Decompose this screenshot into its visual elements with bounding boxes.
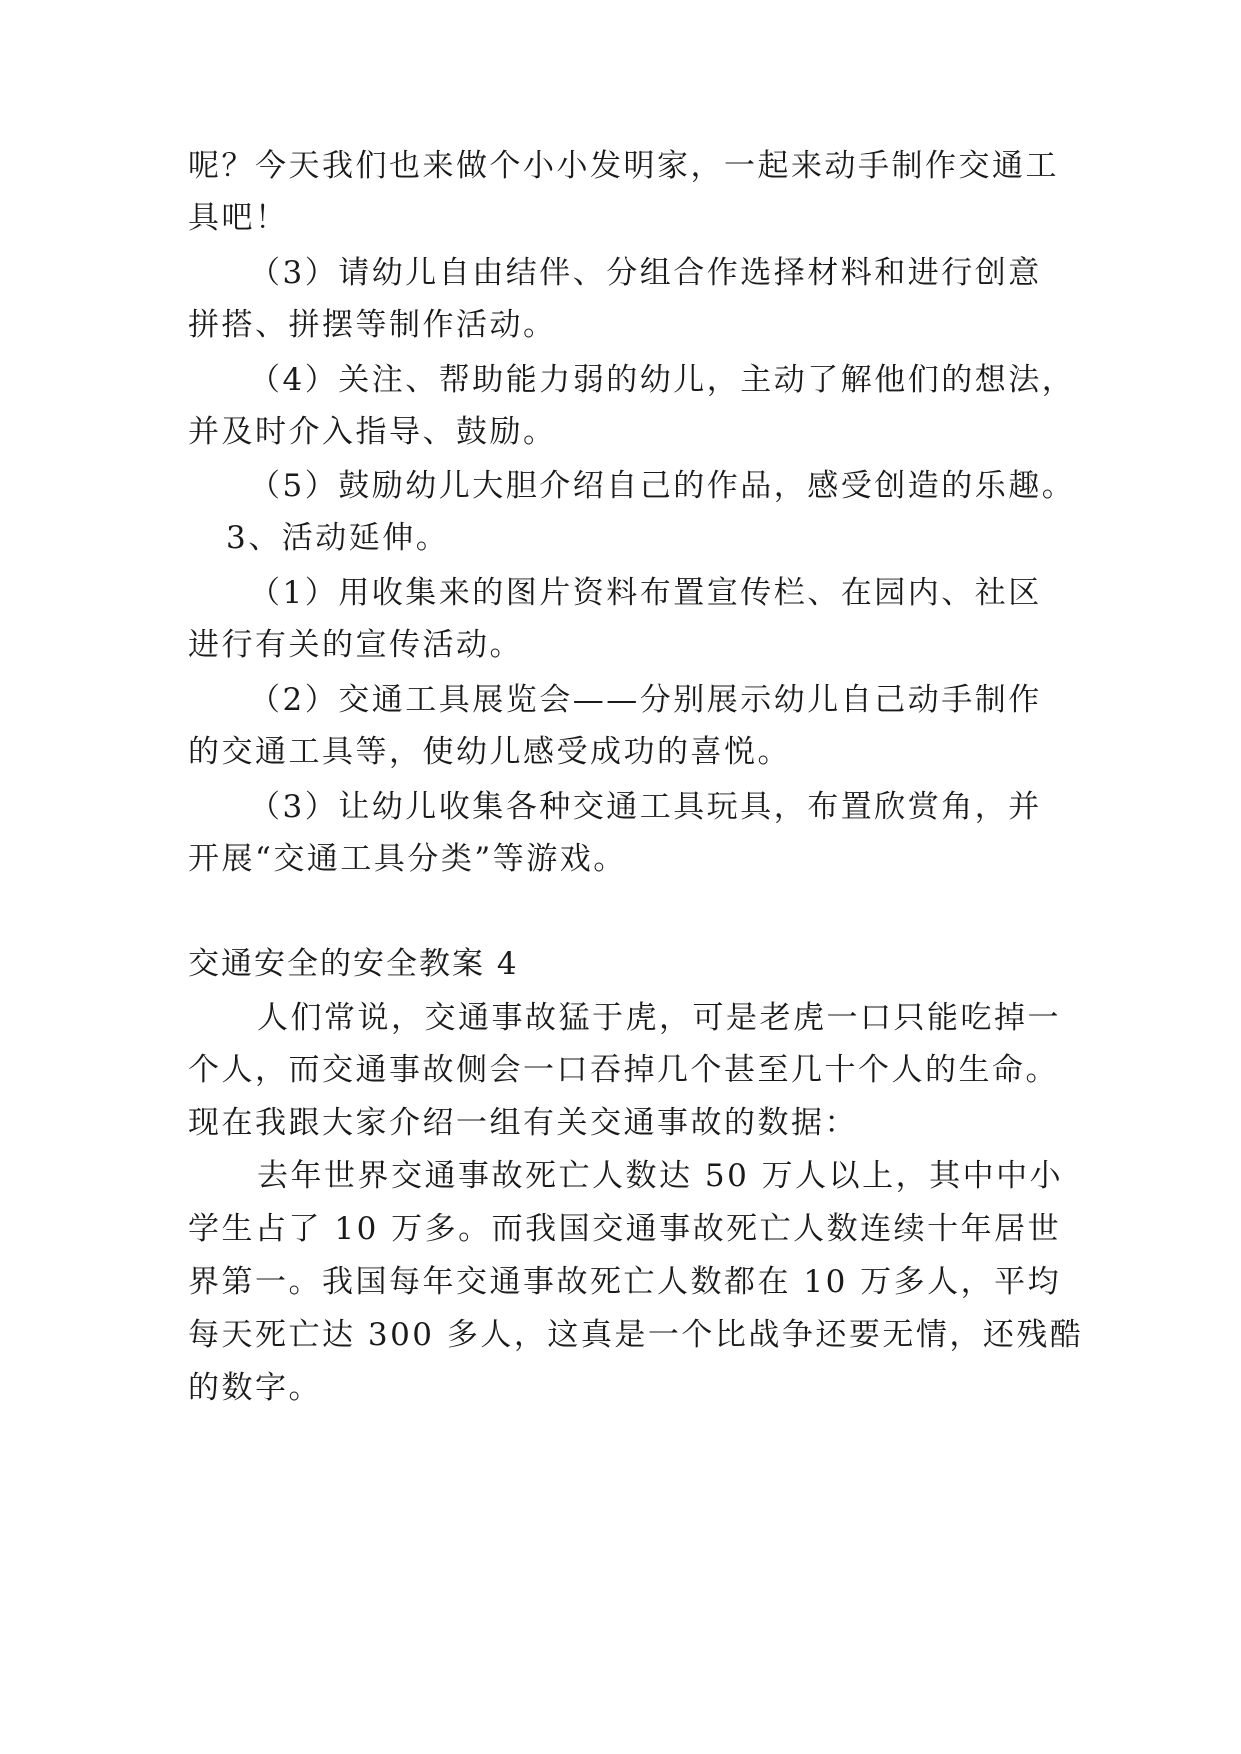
paragraph-line: 进行有关的宣传活动。: [188, 627, 523, 663]
paragraph-line: 人们常说，交通事故猛于虎，可是老虎一口只能吃掉一: [257, 1000, 1061, 1036]
paragraph-line: 拼搭、拼摆等制作活动。: [188, 307, 557, 343]
paragraph-line: 并及时介入指导、鼓励。: [188, 414, 557, 450]
paragraph-line: 现在我跟大家介绍一组有关交通事故的数据：: [188, 1105, 858, 1141]
paragraph-line: 呢？今天我们也来做个小小发明家，一起来动手制作交通工: [188, 148, 1059, 184]
paragraph-line: （3）让幼儿收集各种交通工具玩具，布置欣赏角，并: [249, 789, 1042, 825]
paragraph-line: （4）关注、帮助能力弱的幼儿，主动了解他们的想法，: [249, 362, 1076, 398]
paragraph-line: （2）交通工具展览会——分别展示幼儿自己动手制作: [249, 682, 1042, 718]
paragraph-line: （5）鼓励幼儿大胆介绍自己的作品，感受创造的乐趣。: [249, 468, 1076, 504]
paragraph-line: 去年世界交通事故死亡人数达 50 万人以上，其中中小: [257, 1158, 1064, 1194]
paragraph-line: （1）用收集来的图片资料布置宣传栏、在园内、社区: [249, 575, 1042, 611]
section-subheading: 3、活动延伸。: [226, 520, 450, 556]
paragraph-line: 具吧！: [188, 200, 289, 236]
paragraph-line: 的交通工具等，使幼儿感受成功的喜悦。: [188, 734, 791, 770]
paragraph-line: 的数字。: [188, 1370, 322, 1406]
paragraph-line: 每天死亡达 300 多人，这真是一个比战争还要无情，还残酷: [188, 1317, 1084, 1353]
paragraph-line: 学生占了 10 万多。而我国交通事故死亡人数连续十年居世: [188, 1211, 1062, 1247]
paragraph-line: 开展“交通工具分类”等游戏。: [188, 841, 627, 877]
paragraph-line: 界第一。我国每年交通事故死亡人数都在 10 万多人，平均: [188, 1264, 1062, 1300]
section-title: 交通安全的安全教案 4: [188, 946, 519, 982]
paragraph-line: 个人，而交通事故侧会一口吞掉几个甚至几十个人的生命。: [188, 1052, 1059, 1088]
paragraph-line: （3）请幼儿自由结伴、分组合作选择材料和进行创意: [249, 255, 1042, 291]
